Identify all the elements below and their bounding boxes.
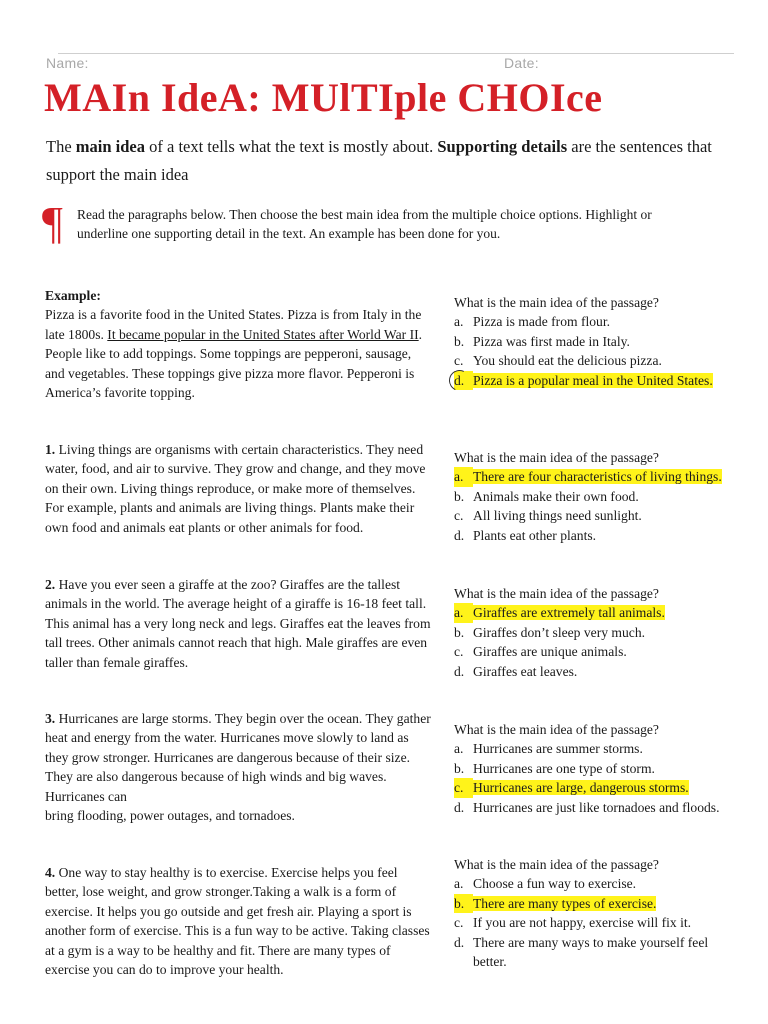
- intro-bold-main-idea: main idea: [75, 137, 145, 156]
- question-prompt: What is the main idea of the passage?: [454, 857, 659, 872]
- passage-text: Living things are organisms with certain characteristics. They need water, food, and air to survive. They grow and change, and they move on their own. Living things reproduce, or make more of themselves. For example, plants and animals are living things. Plants make their own food and animals eat plants or other animals for food.: [45, 442, 426, 535]
- option-d[interactable]: d. There are many ways to make yourself feel better.: [454, 934, 709, 970]
- passage-text: bring flooding, power outages, and tornadoes.: [45, 808, 295, 824]
- passage-1: [45, 440, 431, 537]
- passage-text: One way to stay healthy is to exercise. Exercise helps you feel better, lose weight, and grow stronger.Taking a walk is a form of exercise. It helps you go outside and get fresh air. Playing a sport is another form of exercise. This is a fun way to be active. Taking classes at a gym is a way to be healthy and fit. There are many types of exercise you can do to improve your health.: [45, 865, 430, 978]
- passage-number: 1.: [45, 442, 56, 457]
- passage-text: Pizza is a favorite food in the United States. Pizza is from Italy in the late 1800s.: [45, 307, 422, 342]
- passage-example: [45, 286, 431, 402]
- underlined-supporting-detail: It became popular in the United States after World War II: [107, 326, 419, 342]
- header-rule: [58, 53, 734, 54]
- passage-text: . People like to add toppings. Some toppings are pepperoni, sausage, and vegetables. These toppings give pizza more flavor. Pepperoni is America’s favorite topping.: [45, 326, 423, 401]
- name-label: Name:: [46, 55, 89, 71]
- option-b[interactable]: b. Giraffes don’t sleep very much.: [454, 624, 646, 640]
- question-1: [454, 448, 744, 545]
- option-c-highlighted[interactable]: c. Hurricanes are large, dangerous storms.: [454, 778, 744, 797]
- option-a[interactable]: a. Pizza is made from flour.: [454, 314, 611, 330]
- passage-number: 2.: [45, 577, 56, 592]
- option-b[interactable]: b. Pizza was first made in Italy.: [454, 333, 630, 349]
- option-d-highlighted[interactable]: d. Pizza is a popular meal in the United States.: [454, 371, 744, 390]
- option-b[interactable]: b. Animals make their own food.: [454, 488, 639, 504]
- option-d[interactable]: d. Plants eat other plants.: [454, 527, 597, 543]
- option-c[interactable]: c. If you are not happy, exercise will fix it.: [454, 915, 692, 931]
- intro-text-1: The: [46, 137, 76, 156]
- question-prompt: What is the main idea of the passage?: [454, 295, 659, 310]
- intro-text-2: of a text tells what the text is mostly about.: [145, 137, 438, 156]
- question-3: [454, 720, 744, 817]
- option-a-highlighted[interactable]: a. Giraffes are extremely tall animals.: [454, 603, 744, 622]
- page-title: MAIn IdeA: MUlTIple CHOIce: [44, 75, 603, 120]
- option-a[interactable]: a. Hurricanes are summer storms.: [454, 741, 643, 757]
- passage-text: Hurricanes are large storms. They begin over the ocean. They gather heat and energy from the water. Hurricanes move slowly to land as they grow stronger. Hurricanes are dangerous because of their size. They are also dangerous because of high winds and big waves. Hurricanes can: [45, 711, 431, 804]
- intro-text-3: are the sentences that support the main idea: [46, 137, 712, 184]
- intro-bold-supporting: Supporting details: [437, 137, 568, 156]
- option-b-highlighted[interactable]: b. There are many types of exercise.: [454, 894, 744, 913]
- option-c[interactable]: c. Giraffes are unique animals.: [454, 644, 627, 660]
- question-2: [454, 584, 744, 681]
- pilcrow-icon: ¶: [42, 197, 63, 248]
- option-d[interactable]: d. Hurricanes are just like tornadoes and floods.: [454, 799, 720, 815]
- example-label: Example:: [45, 288, 101, 303]
- passage-4: [45, 863, 431, 979]
- instructions-text: Read the paragraphs below. Then choose the best main idea from the multiple choice options. Highlight or underline one supporting detail in the text. An example has been done for you.: [77, 207, 652, 241]
- question-4: [454, 855, 744, 971]
- question-prompt: What is the main idea of the passage?: [454, 586, 659, 601]
- question-prompt: What is the main idea of the passage?: [454, 450, 659, 465]
- option-c[interactable]: c. All living things need sunlight.: [454, 508, 642, 524]
- passage-number: 4.: [45, 865, 56, 880]
- passage-text: Have you ever seen a giraffe at the zoo? Giraffes are the tallest animals in the world. The average height of a giraffe is 16-18 feet tall. This animal has a very long neck and legs. Giraffes eat the leaves from tall trees. Other animals cannot reach that high. Male giraffes are even taller than female giraffes.: [45, 577, 431, 670]
- question-prompt: What is the main idea of the passage?: [454, 722, 659, 737]
- option-b[interactable]: b. Hurricanes are one type of storm.: [454, 760, 655, 776]
- intro-paragraph: [46, 133, 736, 189]
- question-example: [454, 293, 744, 390]
- option-d[interactable]: d. Giraffes eat leaves.: [454, 663, 578, 679]
- passage-3: [45, 709, 431, 825]
- option-a[interactable]: a. Choose a fun way to exercise.: [454, 876, 637, 892]
- passage-2: [45, 575, 431, 672]
- option-c[interactable]: c. You should eat the delicious pizza.: [454, 353, 662, 369]
- date-label: Date:: [504, 55, 539, 71]
- option-a-highlighted[interactable]: a. There are four characteristics of living things.: [454, 467, 744, 486]
- passage-number: 3.: [45, 711, 56, 726]
